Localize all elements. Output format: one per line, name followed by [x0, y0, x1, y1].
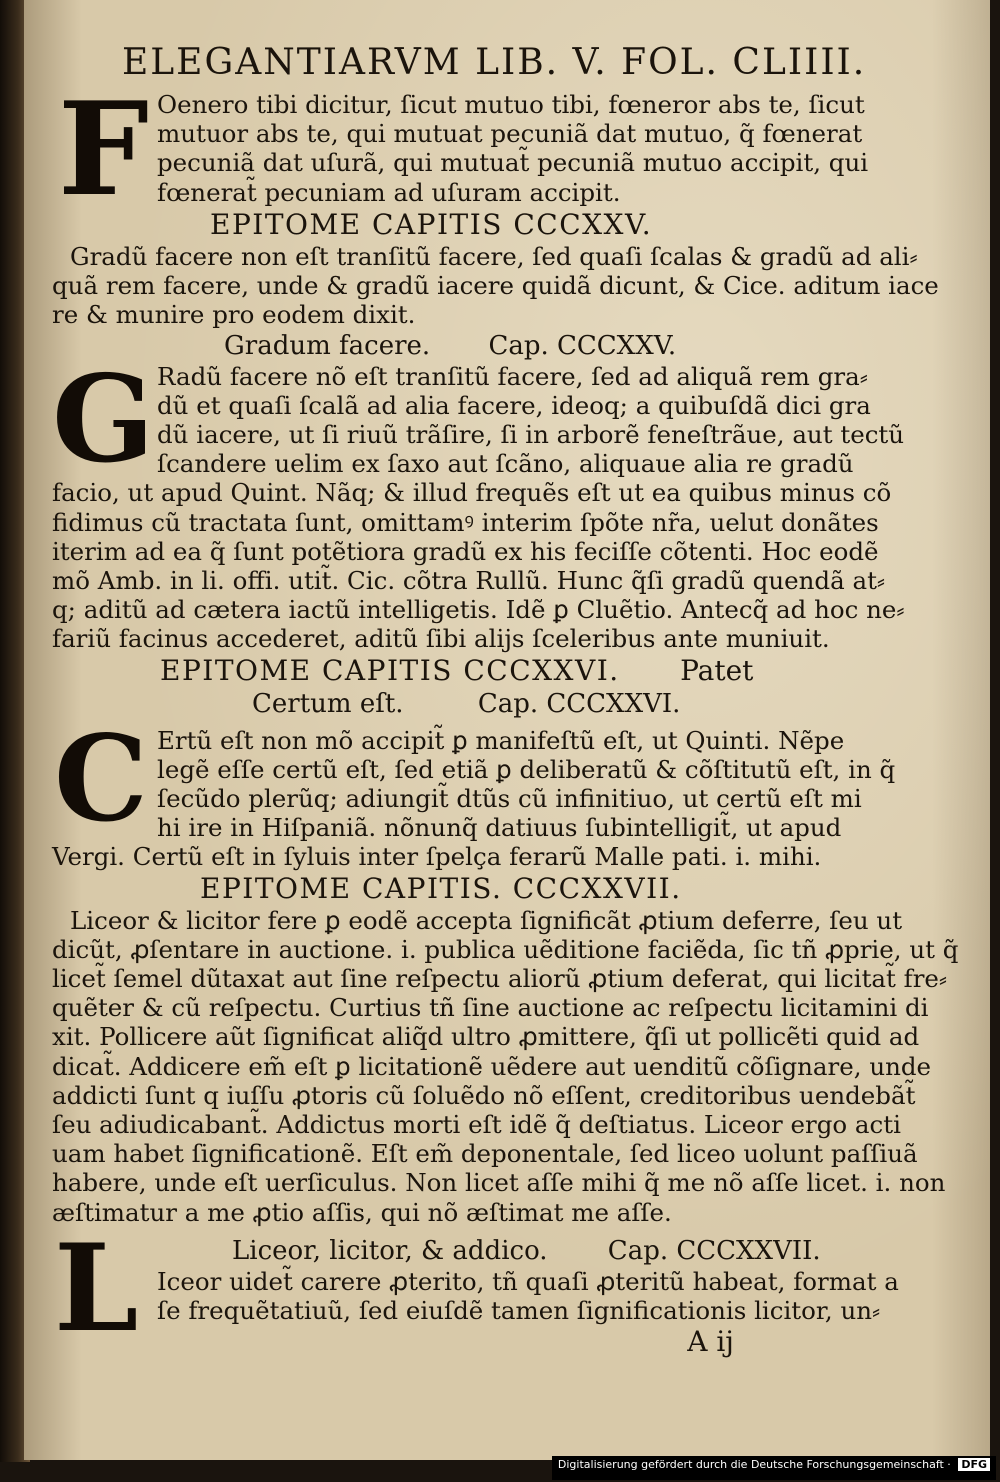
- text-line: Radũ facere nõ eſt tranſitũ facere, ſed ad aliquã rem gra⸗: [157, 361, 868, 391]
- text-line: mõ Amb. in li. offi. utit̃. Cic. cõtra Rullũ. Hunc q̃ſi gradũ quendã at⸗: [52, 566, 886, 596]
- text-line: iterim ad ea q̃ ſunt potẽtiora gradũ ex his feciſſe cõtenti. Hoc eodẽ: [52, 536, 879, 566]
- text-line: quã rem facere, unde & gradũ iacere quidã dicunt, & Cice. aditum iace: [52, 271, 939, 301]
- epitome-325-text: [52, 242, 939, 330]
- chapter-title: Liceor, licitor, & addico.: [232, 1235, 548, 1266]
- dropcap-c: C: [54, 708, 148, 848]
- dropcap-f: F: [58, 75, 149, 225]
- text-line: Gradũ facere non eſt tranſitũ facere, ſed quaſi ſcalas & gradũ ad ali⸗: [70, 242, 918, 271]
- text-line: pecuniã dat uſurã, qui mutuat̃ pecuniã mutuo accipit, qui: [157, 148, 869, 178]
- chapter-number: Cap. CCCXXVI.: [477, 688, 681, 719]
- text-line: legẽ eſſe certũ eſt, ſed etiã ꝑ deliberatũ & cõſtitutũ eſt, in q̃: [157, 754, 896, 784]
- dfg-logo: DFG: [958, 1458, 990, 1471]
- chapter-title-326: [52, 688, 822, 720]
- text-line: ſecũdo plerũq; adiungit̃ dtũs cũ infinitiuo, ut certũ eſt mi: [157, 784, 862, 814]
- text-line: fœnerat̃ pecuniam ad uſuram accipit.: [157, 177, 621, 207]
- text-line: re & munire pro eodem dixit.: [52, 300, 416, 330]
- chapter-title-327: [52, 1235, 822, 1267]
- text-line: Iceor uidet̃ carere ꝓterito, tñ quaſi ꝓteritũ habeat, format a: [157, 1266, 899, 1296]
- text-line: dicũt, ꝓſentare in auctione. i. publica uẽditione faciẽda, ſic tñ ꝓprie, ut q̃: [52, 934, 959, 964]
- epitome-327-text: [52, 905, 959, 1227]
- text-line: Vergi. Certũ eſt in ſyluis inter ſpelça ferarũ Malle pati. i. mihi.: [52, 842, 822, 872]
- text-line: mutuor abs te, qui mutuat pecuniã dat mutuo, q̃ fœnerat: [157, 119, 863, 149]
- running-head: ELEGANTIARVM LIB. V. FOL. CLIIII.: [122, 42, 867, 83]
- text-line: dicat̃. Addicere em̃ eſt ꝑ licitationẽ uẽdere aut uenditũ cõſignare, unde: [52, 1051, 932, 1081]
- epitome-heading-327: EPITOME CAPITIS. CCCXXVII.: [200, 871, 682, 905]
- text-line: uam habet ſignificationẽ. Eſt em̃ deponentale, ſed liceo uolunt paſſiuã: [52, 1139, 918, 1169]
- text-line: habere, unde eſt uerſiculus. Non licet aſſe mihi q̃ me nõ aſſe licet. i. non: [52, 1168, 946, 1198]
- text-line: facio, ut apud Quint. Nãq; & illud frequẽs eſt ut ea quibus minus cõ: [52, 478, 892, 508]
- epitome-title: EPITOME CAPITIS CCCXXVI.: [160, 653, 620, 687]
- dropcap-l: L: [54, 1217, 139, 1359]
- dropcap-g: G: [52, 348, 155, 490]
- text-line: Ertũ eſt non mõ accipit̃ ꝑ manifeſtũ eſt, ut Quinti. Nẽpe: [157, 725, 845, 755]
- credit-text: Digitalisierung gefördert durch die Deutsche Forschungsgemeinschaft ·: [557, 1458, 951, 1471]
- text-line: xit. Pollicere aũt ſignificat aliq̃d ultro ꝓmittere, q̃ſi ut pollicẽti quid ad: [52, 1022, 920, 1052]
- text-line: q; aditũ ad cætera iactũ intelligetis. Idẽ ꝑ Cluẽtio. Antecq̃ ad hoc ne⸗: [52, 595, 905, 625]
- chapter-number: Cap. CCCXXVII.: [607, 1235, 821, 1266]
- chapter-title: Certum eſt.: [252, 688, 404, 719]
- text-line: licet̃ ſemel dũtaxat aut ſine reſpectu aliorũ ꝓtium deferat, qui licitat̃ fre⸗: [52, 964, 948, 994]
- text-block: [52, 40, 959, 1359]
- text-line: ſcandere uelim ex ſaxo aut ſcãno, aliquaue alia re gradũ: [157, 449, 854, 479]
- text-line: Oenero tibi dicitur, ſicut mutuo tibi, fœneror abs te, ſicut: [157, 90, 865, 119]
- book-page: [24, 0, 990, 1460]
- epitome-heading-326: [52, 654, 822, 688]
- text-line: dũ iacere, ut ſi riuũ trãſire, ſi in arborẽ feneſtrãue, aut tectũ: [157, 420, 905, 450]
- text-line: dũ et quaſi ſcalã ad alia facere, ideoq; a quibuſdã dici gra: [157, 390, 871, 420]
- text-line: hi ire in Hiſpaniã. nõnunq̃ datiuus ſubintelligit̃, ut apud: [157, 813, 842, 843]
- section-gradum: [52, 348, 905, 654]
- chapter-title-325: [52, 330, 822, 362]
- text-line: fariũ facinus accederet, aditũ ſibi alijs ſceleribus ante muniuit.: [52, 624, 830, 654]
- text-line: fidimus cũ tractata ſunt, omittamꝰ interim ſpõte nr̃a, uelut donãtes: [52, 507, 879, 537]
- text-line: Liceor & licitor fere ꝑ eodẽ accepta ſignificãt ꝓtium deferre, ſeu ut: [70, 905, 903, 935]
- chapter-number: Cap. CCCXXV.: [488, 330, 677, 361]
- text-line: ſeu adiudicabant̃. Addictus morti eſt idẽ q̃ deſtiatus. Liceor ergo acti: [52, 1110, 901, 1140]
- chapter-title: Gradum facere.: [224, 330, 431, 361]
- epitome-aside: Patet: [680, 653, 754, 687]
- text-line: ſe frequẽtatiuũ, ſed eiuſdẽ tamen ſignificationis licitor, un⸗: [157, 1296, 881, 1326]
- text-line: addicti ſunt q iuſſu ꝓtoris cũ ſoluẽdo nõ eſſent, creditoribus uendebãt̃: [52, 1080, 916, 1110]
- section-certum: [52, 708, 896, 872]
- signature-mark: A ij: [687, 1325, 734, 1359]
- text-line: quẽter & cũ reſpectu. Curtius tñ ſine auctione ac reſpectu licitamini di: [52, 993, 929, 1023]
- digitization-credit: [552, 1456, 996, 1480]
- epitome-heading-325: EPITOME CAPITIS CCCXXV.: [210, 208, 653, 241]
- text-line: æſtimatur a me ꝓtio aſſis, qui nõ æſtimat me aſſe.: [52, 1197, 672, 1227]
